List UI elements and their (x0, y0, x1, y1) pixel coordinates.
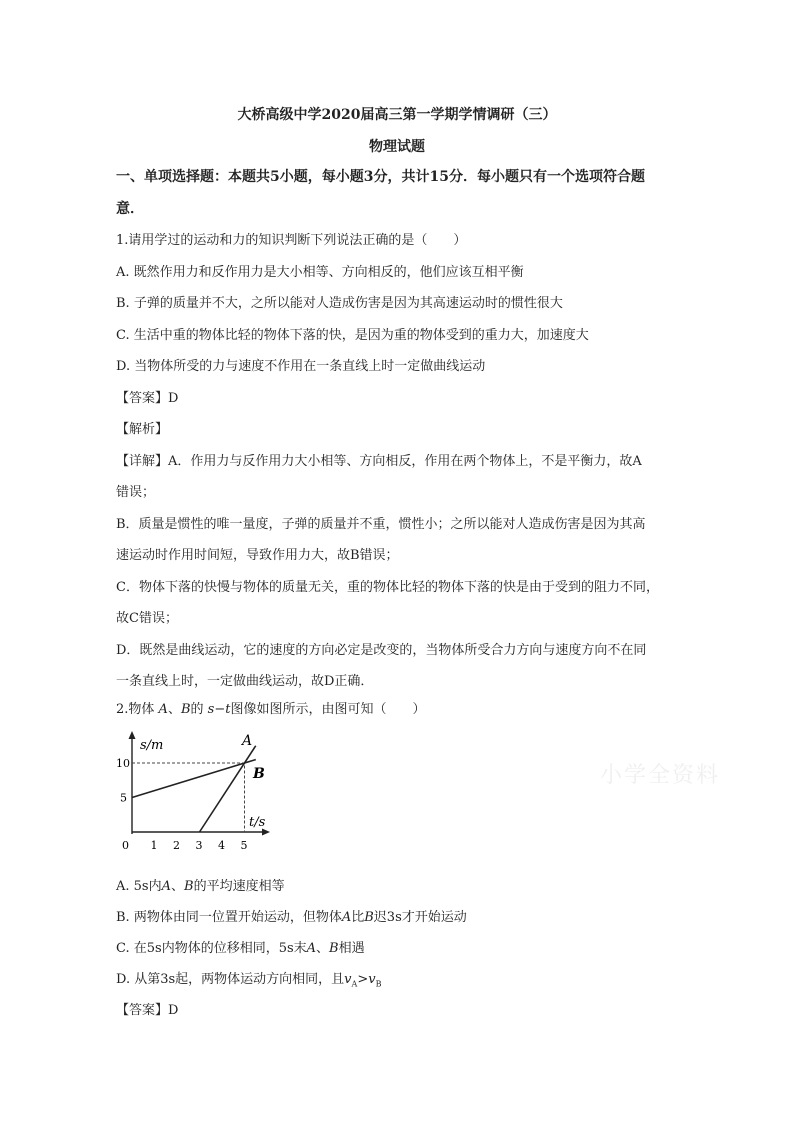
q2-stem-object-b: B (180, 702, 191, 717)
x-tick-label: 4 (218, 839, 225, 852)
series-line-a (200, 746, 256, 832)
st-graph (110, 728, 280, 853)
q2-option-b-object-a: A (341, 910, 352, 925)
q2-option-d-velocity-a: v (344, 972, 352, 987)
q1-analysis-label: 【解析】 (116, 422, 169, 437)
q1-option-c: C. 生活中重的物体比轻的物体下落的快，是因为重的物体受到的重力大，加速度大 (116, 328, 589, 343)
q2-option-c (116, 937, 365, 956)
x-tick-label: 5 (240, 839, 248, 852)
q1-answer: 【答案】D (116, 391, 179, 406)
page-subtitle: 物理试题 (369, 139, 425, 155)
q2-option-d-sub-b: B (375, 979, 382, 989)
x-axis-label: t/s (249, 815, 266, 830)
q2-option-c-suffix: 相遇 (338, 941, 365, 956)
q1-option-a: A. 既然作用力和反作用力是大小相等、方向相反的，他们应该互相平衡 (116, 265, 524, 280)
q2-option-a (116, 875, 285, 894)
q1-explain-d-line1: D．既然是曲线运动，它的速度的方向必定是改变的，当物体所受合力方向与速度方向不在同 (116, 643, 647, 658)
q1-explain-a-line2: 错误； (116, 485, 156, 500)
watermark: 小学全资料 (600, 763, 721, 788)
q2-option-b-prefix: B. 两物体由同一位置开始运动，但物体 (116, 910, 342, 925)
q2-option-a-object-a: A (161, 879, 171, 894)
x-tick-label: 0 (122, 839, 129, 852)
q2-option-b-mid: 比 (351, 910, 365, 925)
q2-option-d (116, 968, 381, 989)
q2-option-c-prefix: C. 在5s内物体的位移相同，5s末 (116, 941, 307, 956)
q1-explain-b-line2: 速运动时作用时间短，导致作用力大，故B错误； (116, 548, 399, 563)
series-line-b (132, 760, 256, 798)
q2-option-c-separator: 、 (316, 941, 330, 956)
q2-option-c-object-a: A (306, 941, 317, 956)
q1-explain-a-line1: 【详解】A．作用力与反作用力大小相等、方向相反，作用在两个物体上，不是平衡力，故A (116, 454, 642, 469)
y-tick-label: 5 (120, 791, 127, 805)
series-b-label: B (253, 766, 265, 782)
q2-option-a-object-b: B (184, 879, 194, 894)
y-axis-arrow-icon (129, 731, 136, 739)
q1-explain-c-line1: C．物体下落的快慢与物体的质量无关，重的物体比轻的物体下落的快是由于受到的阻力不同， (116, 580, 659, 595)
x-tick-label: 3 (195, 839, 203, 852)
x-tick-label: 2 (173, 839, 180, 852)
q2-stem-mid: 的 (190, 702, 208, 717)
q2-stem-suffix: 图像如图所示，由图可知（ ） (230, 702, 426, 717)
q1-stem: 1.请用学过的运动和力的知识判断下列说法正确的是（ ） (116, 233, 467, 248)
q2-option-d-velocity-b: v (368, 972, 376, 987)
y-axis-label: s/m (140, 738, 164, 753)
tick-labels (116, 757, 248, 852)
q2-stem-object-a: A (158, 702, 168, 717)
dashed-guides (132, 763, 245, 832)
q2-option-b (116, 906, 467, 925)
q2-option-a-prefix: A. 5s内 (116, 879, 162, 894)
section-heading-line1: 一、单项选择题：本题共5小题，每小题3分，共计15分．每小题只有一个选项符合题 (116, 169, 645, 185)
q2-answer: 【答案】D (116, 1003, 179, 1018)
q2-option-a-suffix: 的平均速度相等 (193, 879, 285, 894)
page-title: 大桥高级中学2020届高三第一学期学情调研（三） (237, 107, 557, 123)
series-a-label: A (242, 733, 253, 749)
q2-option-b-object-b: B (364, 910, 374, 925)
dashed-guide-line (132, 763, 245, 832)
q2-stem-separator: 、 (167, 702, 181, 717)
q2-option-d-prefix: D. 从第3s起，两物体运动方向相同，且 (116, 972, 345, 987)
q2-stem-prefix: 2.物体 (116, 702, 159, 717)
y-tick-label: 10 (116, 757, 130, 770)
section-heading-line2: 意． (116, 201, 144, 217)
q2-stem (116, 698, 425, 717)
q2-option-d-sub-a: A (351, 979, 358, 989)
q1-explain-c-line2: 故C错误； (116, 611, 178, 626)
series-lines (132, 746, 256, 832)
x-tick-label: 1 (150, 839, 158, 852)
q2-stem-st: s−t (207, 702, 231, 717)
q2-option-a-separator: 、 (171, 879, 185, 894)
q2-option-d-greater-than: > (357, 972, 369, 987)
q2-option-b-suffix: 迟3s才开始运动 (373, 910, 467, 925)
q1-option-b: B. 子弹的质量并不大，之所以能对人造成伤害是因为其高速运动时的惯性很大 (116, 296, 563, 311)
q2-option-c-object-b: B (329, 941, 339, 956)
q1-explain-d-line2: 一条直线上时，一定做曲线运动，故D正确． (116, 674, 374, 689)
q1-option-d: D. 当物体所受的力与速度不作用在一条直线上时一定做曲线运动 (116, 359, 486, 374)
q1-explain-b-line1: B．质量是惯性的唯一量度，子弹的质量并不重，惯性小；之所以能对人造成伤害是因为其高 (116, 517, 646, 532)
